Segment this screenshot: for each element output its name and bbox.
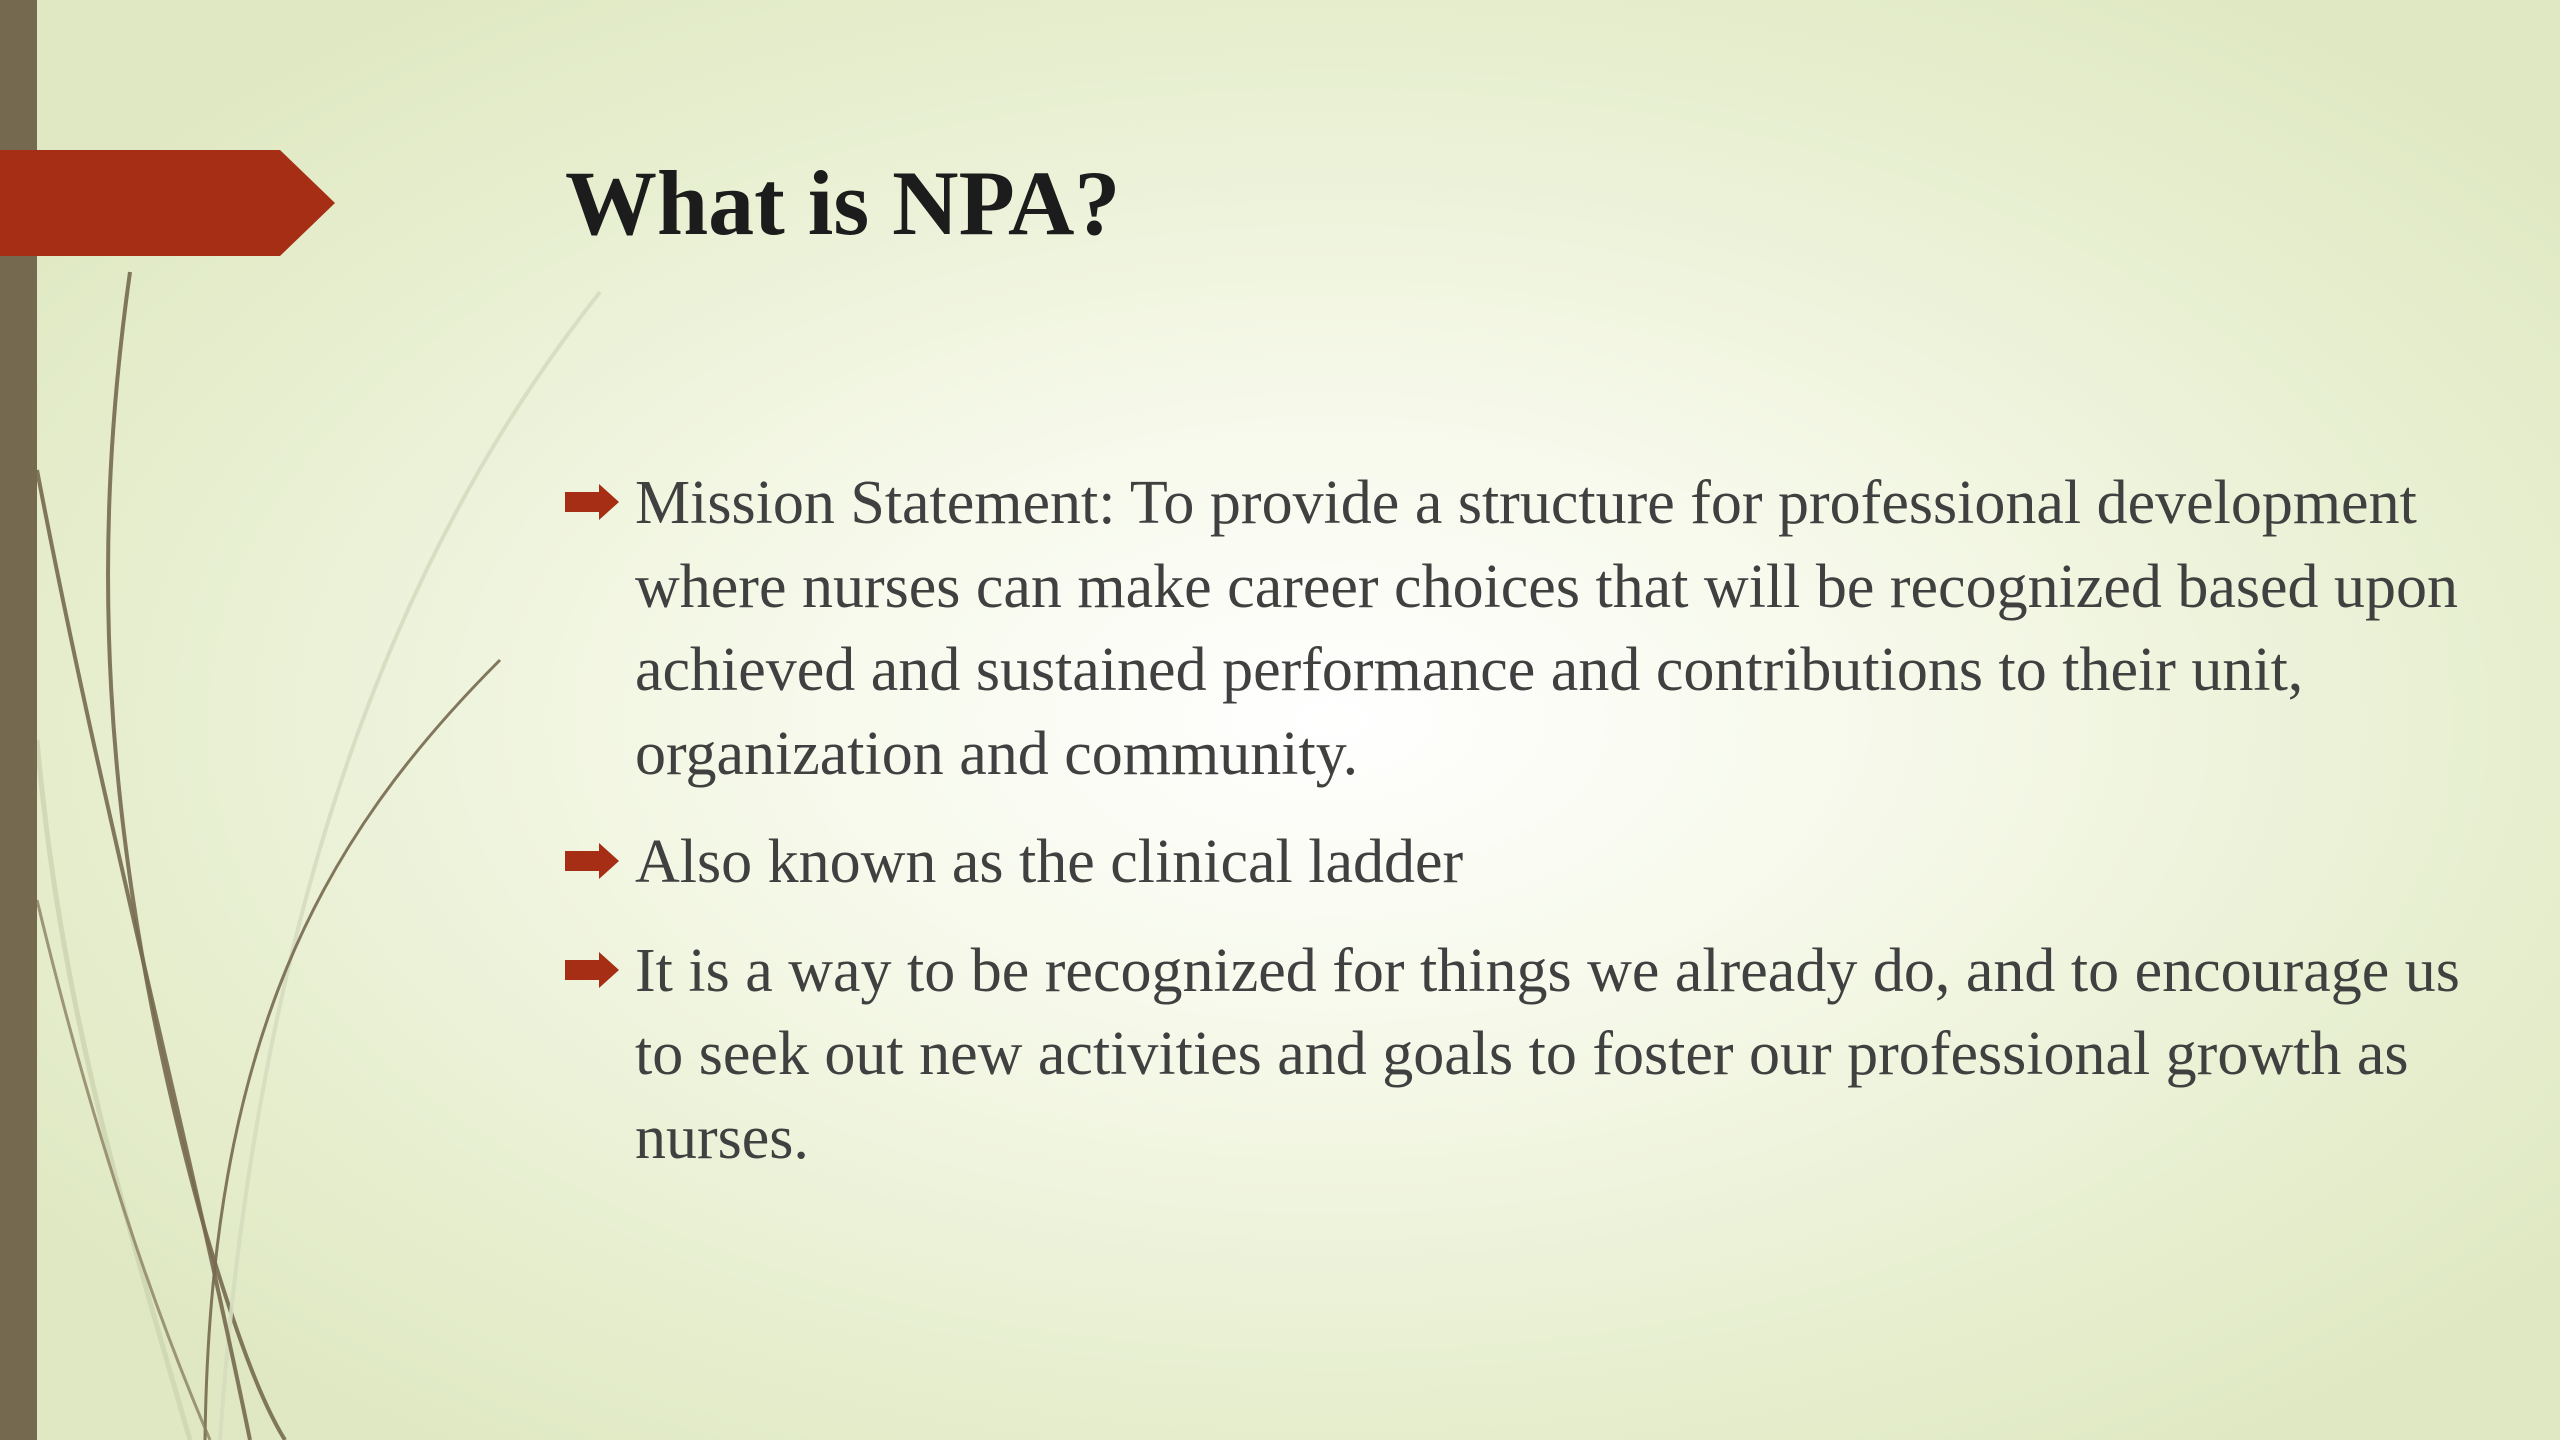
arrow-right-icon xyxy=(565,484,619,520)
bullet-text: It is a way to be recognized for things we already do, and to encourage us to seek out new activities and goals to foster our professional growth as nurses. xyxy=(635,936,2460,1172)
title-accent-arrow xyxy=(0,0,340,260)
bullet-text: Also known as the clinical ladder xyxy=(635,828,1464,896)
bullet-item-mission-statement xyxy=(565,462,2495,796)
bullet-item-clinical-ladder xyxy=(565,821,2495,905)
bullet-text: Mission Statement: To provide a structure for professional development where nurses can make career choices that will be recognized based upon achieved and sustained performance and contributions to their unit, organization and community. xyxy=(635,469,2459,788)
arrow-right-icon xyxy=(565,843,619,879)
bullet-list xyxy=(565,462,2495,1205)
bullet-item-recognition xyxy=(565,930,2495,1181)
arrow-right-icon xyxy=(565,952,619,988)
slide-title: What is NPA? xyxy=(565,152,1121,254)
